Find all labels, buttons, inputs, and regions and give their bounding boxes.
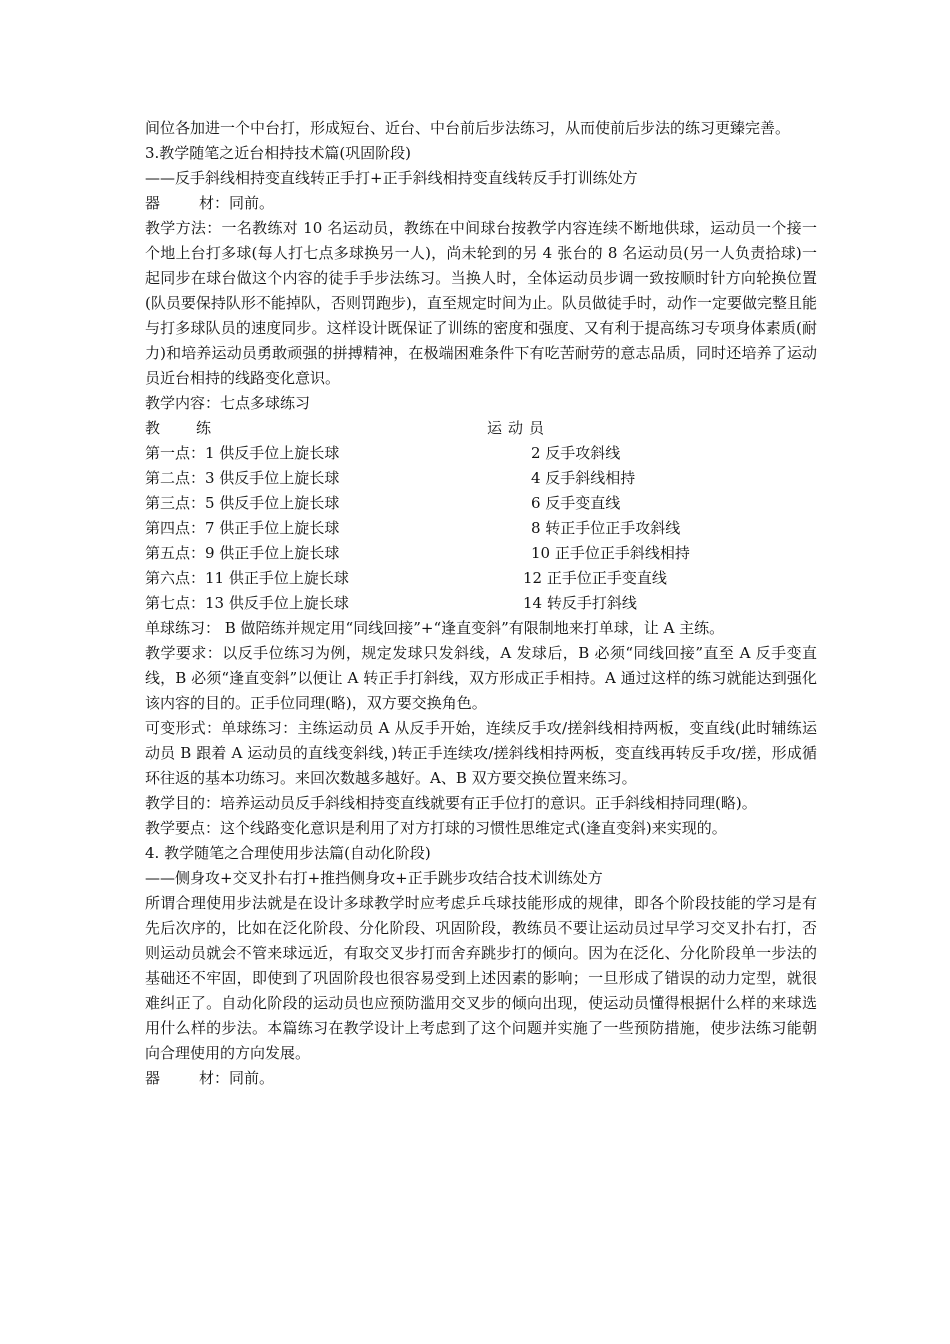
drill-row [145, 541, 817, 566]
section-4-body: 所谓合理使用步法就是在设计多球教学时应考虑乒乓球技能形成的规律，即各个阶段技能的学习是有先后次序的，比如在泛化阶段、分化阶段、巩固阶段，教练员不要让运动员过早学习交叉扑右打，否则运动员就会不管来球远近，有取交叉步打而舍弃跳步打的倾向。因为在泛化、分化阶段单一步法的基础还不牢固，即使到了巩固阶段也很容易受到上述因素的影响；一旦形成了错误的动力定型，就很难纠正了。自动化阶段的运动员也应预防滥用交叉步的倾向出现，使运动员懂得根据什么样的来球选用什么样的步法。本篇练习在教学设计上考虑到了这个问题并实施了一些预防措施，使步法练习能朝向合理使用的方向发展。 [145, 894, 817, 1062]
para-continuation: 间位各加进一个中台打，形成短台、近台、中台前后步法练习，从而使前后步法的练习更臻完善。 [145, 119, 791, 137]
drill-athlete: 12 正手位正手变直线 [523, 569, 667, 587]
single-ball-practice: 单球练习： B 做陪练并规定用“同线回接”+“逢直变斜”有限制地来打单球，让 A 主练。 [145, 619, 725, 637]
teaching-purpose: 教学目的：培养运动员反手斜线相持变直线就要有正手位打的意识。正手斜线相持同理(略)。 [145, 794, 757, 812]
drill-coach: 第七点：13 供反手位上旋长球 [145, 594, 349, 612]
drill-row [145, 566, 817, 591]
equipment-key: 器 [145, 194, 161, 212]
section-4-heading: 4. 教学随笔之合理使用步法篇(自动化阶段) [145, 844, 431, 862]
drill-row [145, 591, 817, 616]
equipment-rest: 材：同前。 [199, 194, 275, 212]
teaching-key-points: 教学要点：这个线路变化意识是利用了对方打球的习惯性思维定式(逢直变斜)来实现的。 [145, 819, 727, 837]
drill-athlete: 8 转正手位正手攻斜线 [531, 519, 681, 537]
equipment-line-2 [145, 1066, 817, 1091]
drill-coach: 第三点：5 供反手位上旋长球 [145, 494, 340, 512]
drill-row [145, 491, 817, 516]
header-coach: 教练 [145, 419, 248, 437]
equipment-line-1 [145, 191, 817, 216]
drill-athlete: 10 正手位正手斜线相持 [531, 544, 690, 562]
drill-row [145, 466, 817, 491]
drill-athlete: 2 反手攻斜线 [531, 444, 621, 462]
drill-athlete: 14 转反手打斜线 [523, 594, 637, 612]
drill-row [145, 441, 817, 466]
section-3-heading: 3.教学随笔之近台相持技术篇(巩固阶段) [145, 144, 412, 162]
variant-form: 可变形式：单球练习：主练运动员 A 从反手开始，连续反手攻/搓斜线相持两板，变直线(此时辅练运动员 B 跟着 A 运动员的直线变斜线，)转正手连续攻/搓斜线相持两板，变直线再转反手攻/搓，形成循环往返的基本功练习。来回次数越多越好。A、B 双方要交换位置来练习。 [145, 719, 817, 787]
drill-row [145, 516, 817, 541]
drill-coach: 第一点：1 供反手位上旋长球 [145, 444, 340, 462]
teaching-requirements: 教学要求：以反手位练习为例，规定发球只发斜线，A 发球后，B 必须“同线回接”直至 A 反手变直线，B 必须“逢直变斜”以便让 A 转正手打斜线，双方形成正手相持。A 通过这样的练习就能达到强化该内容的目的。正手位同理(略)，双方要交换角色。 [145, 644, 817, 712]
drill-coach: 第六点：11 供正手位上旋长球 [145, 569, 349, 587]
drill-table-header [145, 416, 817, 441]
drill-athlete: 6 反手变直线 [531, 494, 621, 512]
section-4-subtitle: ——侧身攻+交叉扑右打+推挡侧身攻+正手跳步攻结合技术训练处方 [145, 869, 603, 887]
equipment-key: 器 [145, 1069, 161, 1087]
teaching-method: 教学方法：一名教练对 10 名运动员，教练在中间球台按教学内容连续不断地供球，运动员一个接一个地上台打多球(每人打七点多球换另一人)，尚未轮到的另 4 张台的 8 名运动员(另一人负责拾球)一起同步在球台做这个内容的徒手手步法练习。当换人时，全体运动员步调一致按顺时针方向轮换位置(队员要保持队形不能掉队，否则罚跑步)，直至规定时间为止。队员做徒手时，动作一定要做完整且能与打多球队员的速度同步。这样设计既保证了训练的密度和强度、又有利于提高练习专项身体素质(耐力)和培养运动员勇敢顽强的拼搏精神，在极端困难条件下有吃苦耐劳的意志品质，同时还培养了运动员近台相持的线路变化意识。 [145, 219, 817, 387]
section-3-subtitle: ——反手斜线相持变直线转正手打+正手斜线相持变直线转反手打训练处方 [145, 169, 638, 187]
document-page [145, 116, 817, 1091]
header-athlete: 运动员 [487, 419, 551, 437]
drill-coach: 第四点：7 供正手位上旋长球 [145, 519, 340, 537]
drill-coach: 第二点：3 供反手位上旋长球 [145, 469, 340, 487]
teaching-content-title: 教学内容：七点多球练习 [145, 394, 311, 412]
equipment-rest: 材：同前。 [199, 1069, 275, 1087]
drill-coach: 第五点：9 供正手位上旋长球 [145, 544, 340, 562]
drill-athlete: 4 反手斜线相持 [531, 469, 636, 487]
